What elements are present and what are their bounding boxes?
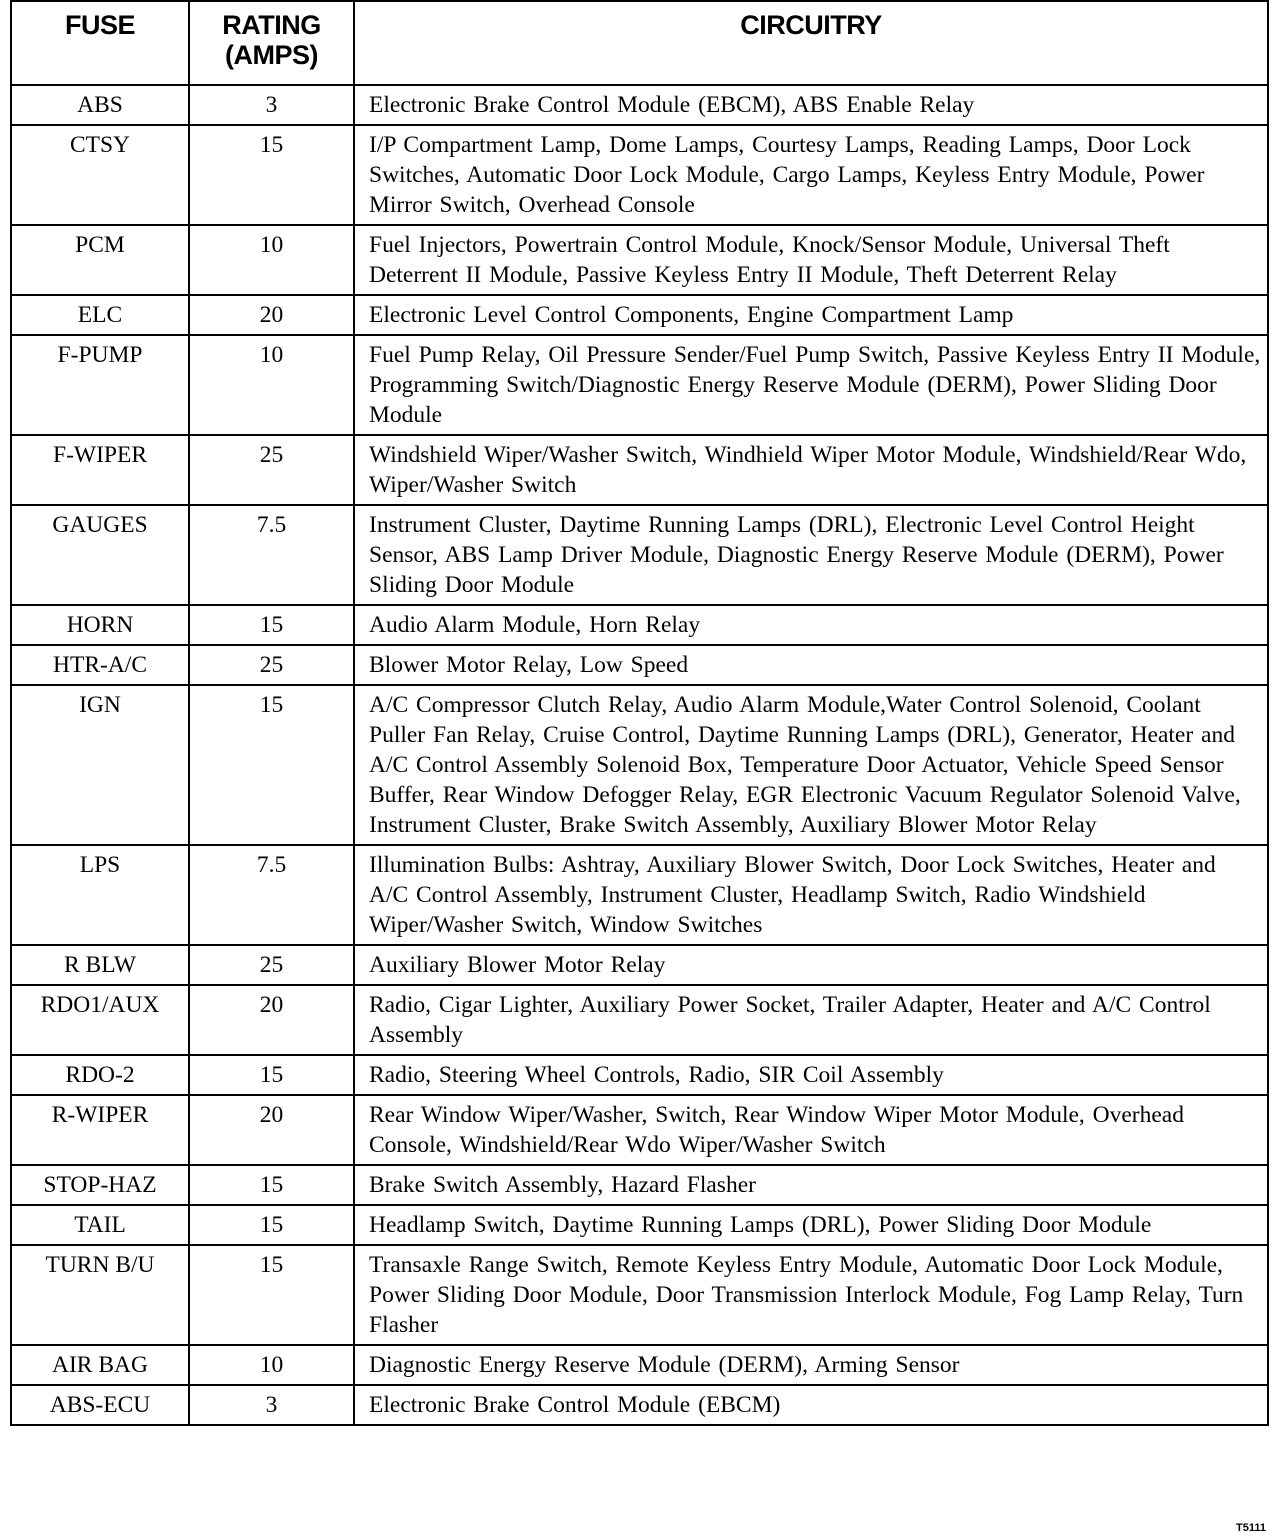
circuitry-cell: Headlamp Switch, Daytime Running Lamps (DRL), Power Sliding Door Module bbox=[354, 1205, 1268, 1245]
header-rating bbox=[189, 1, 354, 85]
circuitry-cell: Blower Motor Relay, Low Speed bbox=[354, 645, 1268, 685]
fuse-cell: ABS-ECU bbox=[11, 1385, 189, 1425]
circuitry-cell: Auxiliary Blower Motor Relay bbox=[354, 945, 1268, 985]
table-row bbox=[11, 605, 1268, 645]
circuitry-cell: Audio Alarm Module, Horn Relay bbox=[354, 605, 1268, 645]
header-rating-line2: (AMPS) bbox=[225, 40, 318, 70]
fuse-cell: PCM bbox=[11, 225, 189, 295]
table-row bbox=[11, 435, 1268, 505]
rating-cell: 15 bbox=[189, 685, 354, 845]
rating-cell: 25 bbox=[189, 645, 354, 685]
table-row bbox=[11, 1095, 1268, 1165]
table-row bbox=[11, 125, 1268, 225]
fuse-cell: IGN bbox=[11, 685, 189, 845]
fuse-cell: HORN bbox=[11, 605, 189, 645]
table-row bbox=[11, 1205, 1268, 1245]
fuse-cell: R-WIPER bbox=[11, 1095, 189, 1165]
circuitry-cell: Transaxle Range Switch, Remote Keyless Entry Module, Automatic Door Lock Module, Power Sliding Door Module, Door Transmission Interlock Module, Fog Lamp Relay, Turn Flasher bbox=[354, 1245, 1268, 1345]
table-row bbox=[11, 505, 1268, 605]
table-row bbox=[11, 845, 1268, 945]
rating-cell: 7.5 bbox=[189, 845, 354, 945]
rating-cell: 15 bbox=[189, 1205, 354, 1245]
fuse-cell: ELC bbox=[11, 295, 189, 335]
circuitry-cell: Fuel Pump Relay, Oil Pressure Sender/Fuel Pump Switch, Passive Keyless Entry II Module, Programming Switch/Diagnostic Energy Reserve Module (DERM), Power Sliding Door Module bbox=[354, 335, 1268, 435]
fuse-cell: CTSY bbox=[11, 125, 189, 225]
header-circuitry: CIRCUITRY bbox=[354, 1, 1268, 85]
rating-cell: 20 bbox=[189, 295, 354, 335]
table-row bbox=[11, 225, 1268, 295]
circuitry-cell: Illumination Bulbs: Ashtray, Auxiliary Blower Switch, Door Lock Switches, Heater and A/C Control Assembly, Instrument Cluster, Headlamp Switch, Radio Windshield Wiper/Washer Switch, Window Switches bbox=[354, 845, 1268, 945]
table-body bbox=[11, 85, 1268, 1425]
circuitry-cell: Electronic Level Control Components, Engine Compartment Lamp bbox=[354, 295, 1268, 335]
circuitry-cell: A/C Compressor Clutch Relay, Audio Alarm Module,Water Control Solenoid, Coolant Puller Fan Relay, Cruise Control, Daytime Running Lamps (DRL), Generator, Heater and A/C Control Assembly Solenoid Box, Temperature Door Actuator, Vehicle Speed Sensor Buffer, Rear Window Defogger Relay, EGR Electronic Vacuum Regulator Solenoid Valve, Instrument Cluster, Brake Switch Assembly, Auxiliary Blower Motor Relay bbox=[354, 685, 1268, 845]
table-row bbox=[11, 1245, 1268, 1345]
rating-cell: 10 bbox=[189, 1345, 354, 1385]
table-row bbox=[11, 295, 1268, 335]
header-fuse: FUSE bbox=[11, 1, 189, 85]
fuse-cell: R BLW bbox=[11, 945, 189, 985]
fuse-cell: AIR BAG bbox=[11, 1345, 189, 1385]
rating-cell: 3 bbox=[189, 1385, 354, 1425]
circuitry-cell: Brake Switch Assembly, Hazard Flasher bbox=[354, 1165, 1268, 1205]
fuse-cell: RDO-2 bbox=[11, 1055, 189, 1095]
circuitry-cell: Fuel Injectors, Powertrain Control Module, Knock/Sensor Module, Universal Theft Deterrent II Module, Passive Keyless Entry II Module, Theft Deterrent Relay bbox=[354, 225, 1268, 295]
circuitry-cell: Radio, Steering Wheel Controls, Radio, SIR Coil Assembly bbox=[354, 1055, 1268, 1095]
rating-cell: 3 bbox=[189, 85, 354, 125]
table-row bbox=[11, 985, 1268, 1055]
table-header-row bbox=[11, 1, 1268, 85]
rating-cell: 20 bbox=[189, 1095, 354, 1165]
circuitry-cell: Windshield Wiper/Washer Switch, Windhield Wiper Motor Module, Windshield/Rear Wdo, Wiper/Washer Switch bbox=[354, 435, 1268, 505]
rating-cell: 15 bbox=[189, 1055, 354, 1095]
figure-id: T5111 bbox=[1236, 1522, 1266, 1534]
rating-cell: 15 bbox=[189, 605, 354, 645]
table-row bbox=[11, 685, 1268, 845]
fuse-cell: STOP-HAZ bbox=[11, 1165, 189, 1205]
table-row bbox=[11, 645, 1268, 685]
table-row bbox=[11, 1385, 1268, 1425]
rating-cell: 15 bbox=[189, 1165, 354, 1205]
fuse-cell: LPS bbox=[11, 845, 189, 945]
rating-cell: 25 bbox=[189, 945, 354, 985]
circuitry-cell: I/P Compartment Lamp, Dome Lamps, Courtesy Lamps, Reading Lamps, Door Lock Switches, Automatic Door Lock Module, Cargo Lamps, Keyless Entry Module, Power Mirror Switch, Overhead Console bbox=[354, 125, 1268, 225]
table-row bbox=[11, 1345, 1268, 1385]
fuse-cell: TAIL bbox=[11, 1205, 189, 1245]
table-row bbox=[11, 945, 1268, 985]
table-row bbox=[11, 1055, 1268, 1095]
circuitry-cell: Electronic Brake Control Module (EBCM), ABS Enable Relay bbox=[354, 85, 1268, 125]
fuse-cell: GAUGES bbox=[11, 505, 189, 605]
fuse-cell: F-PUMP bbox=[11, 335, 189, 435]
rating-cell: 15 bbox=[189, 1245, 354, 1345]
fuse-cell: RDO1/AUX bbox=[11, 985, 189, 1055]
rating-cell: 10 bbox=[189, 335, 354, 435]
rating-cell: 25 bbox=[189, 435, 354, 505]
header-rating-line1: RATING bbox=[222, 10, 321, 40]
circuitry-cell: Diagnostic Energy Reserve Module (DERM), Arming Sensor bbox=[354, 1345, 1268, 1385]
circuitry-cell: Electronic Brake Control Module (EBCM) bbox=[354, 1385, 1268, 1425]
rating-cell: 7.5 bbox=[189, 505, 354, 605]
rating-cell: 15 bbox=[189, 125, 354, 225]
table-row bbox=[11, 85, 1268, 125]
table-row bbox=[11, 1165, 1268, 1205]
fuse-cell: TURN B/U bbox=[11, 1245, 189, 1345]
circuitry-cell: Instrument Cluster, Daytime Running Lamps (DRL), Electronic Level Control Height Sensor, ABS Lamp Driver Module, Diagnostic Energy Reserve Module (DERM), Power Sliding Door Module bbox=[354, 505, 1268, 605]
circuitry-cell: Rear Window Wiper/Washer, Switch, Rear Window Wiper Motor Module, Overhead Console, Windshield/Rear Wdo Wiper/Washer Switch bbox=[354, 1095, 1268, 1165]
table-row bbox=[11, 335, 1268, 435]
fuse-cell: F-WIPER bbox=[11, 435, 189, 505]
fuse-cell: HTR-A/C bbox=[11, 645, 189, 685]
fuse-cell: ABS bbox=[11, 85, 189, 125]
rating-cell: 10 bbox=[189, 225, 354, 295]
fuse-table bbox=[10, 0, 1269, 1426]
rating-cell: 20 bbox=[189, 985, 354, 1055]
circuitry-cell: Radio, Cigar Lighter, Auxiliary Power Socket, Trailer Adapter, Heater and A/C Control Assembly bbox=[354, 985, 1268, 1055]
